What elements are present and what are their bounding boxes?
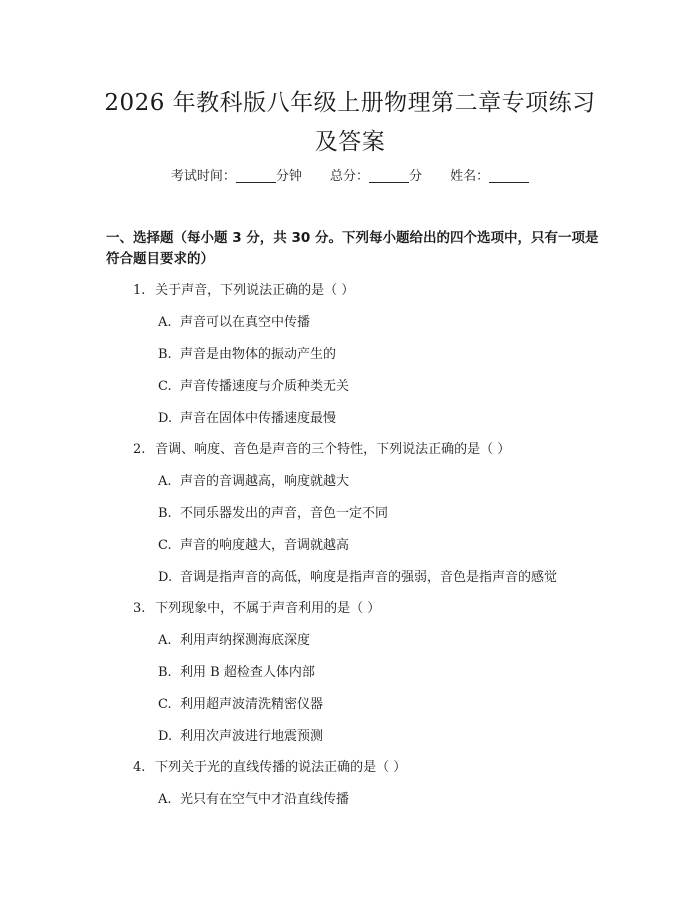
student-name-field — [450, 169, 529, 184]
question-3 — [133, 600, 380, 618]
option-1d — [158, 410, 336, 428]
option-text: 利用 B 超检查人体内部 — [180, 665, 315, 680]
option-letter: D. — [158, 729, 173, 744]
student-name-label: 姓名： — [450, 169, 490, 184]
question-2 — [133, 441, 510, 459]
option-text: 光只有在空气中才沿直线传播 — [180, 792, 350, 807]
option-text: 声音可以在真空中传播 — [180, 315, 311, 330]
exam-time-label: 考试时间： — [170, 169, 236, 184]
option-letter: B. — [158, 506, 172, 521]
question-stem: 音调、响度、音色是声音的三个特性，下列说法正确的是（ ） — [155, 442, 511, 457]
option-3a — [158, 632, 310, 650]
exam-info-line — [0, 167, 700, 187]
total-score-blank — [369, 168, 409, 183]
question-1 — [133, 282, 354, 300]
option-1c — [158, 378, 349, 396]
option-letter: A. — [158, 474, 172, 489]
option-3c — [158, 696, 323, 714]
option-text: 声音在固体中传播速度最慢 — [180, 411, 337, 426]
option-text: 声音是由物体的振动产生的 — [180, 347, 337, 362]
question-number: 4. — [133, 760, 146, 775]
exam-time-blank — [236, 168, 276, 183]
question-number: 2. — [133, 442, 146, 457]
option-text: 声音的响度越大，音调就越高 — [180, 538, 350, 553]
option-text: 音调是指声音的高低，响度是指声音的强弱，音色是指声音的感觉 — [180, 570, 558, 585]
total-score-field — [330, 169, 426, 184]
option-letter: C. — [158, 379, 172, 394]
option-text: 利用次声波进行地震预测 — [180, 729, 324, 744]
section-heading: 一、选择题（每小题 3 分，共 30 分。下列每小题给出的四个选项中，只有一项是符合题目要求的） — [106, 230, 599, 267]
option-2c — [158, 537, 349, 555]
question-number: 3. — [133, 601, 146, 616]
option-2b — [158, 505, 388, 523]
option-text: 声音的音调越高，响度就越大 — [180, 474, 350, 489]
option-2a — [158, 473, 349, 491]
option-letter: A. — [158, 633, 172, 648]
question-number: 1. — [133, 283, 146, 298]
question-4 — [133, 759, 406, 777]
option-letter: A. — [158, 792, 172, 807]
exam-time-unit: 分钟 — [275, 169, 302, 184]
option-3d — [158, 728, 323, 746]
question-stem: 关于声音，下列说法正确的是（ ） — [155, 283, 355, 298]
exam-time-field — [171, 169, 306, 184]
option-text: 声音传播速度与介质种类无关 — [180, 379, 350, 394]
option-1a — [158, 314, 310, 332]
option-text: 利用声纳探测海底深度 — [180, 633, 311, 648]
option-letter: B. — [158, 347, 172, 362]
student-name-blank — [489, 168, 529, 183]
option-3b — [158, 664, 315, 682]
option-letter: D. — [158, 570, 173, 585]
option-2d — [158, 569, 557, 587]
option-letter: C. — [158, 697, 172, 712]
option-letter: C. — [158, 538, 172, 553]
option-1b — [158, 346, 336, 364]
option-text: 不同乐器发出的声音，音色一定不同 — [180, 506, 389, 521]
document-title: 2026 年教科版八年级上册物理第二章专项练习及答案 — [104, 90, 596, 155]
total-score-label: 总分： — [329, 169, 369, 184]
question-stem: 下列现象中，不属于声音利用的是（ ） — [155, 601, 381, 616]
option-text: 利用超声波清洗精密仪器 — [180, 697, 324, 712]
question-stem: 下列关于光的直线传播的说法正确的是（ ） — [155, 760, 407, 775]
option-letter: A. — [158, 315, 172, 330]
total-score-unit: 分 — [409, 169, 423, 184]
option-letter: B. — [158, 665, 172, 680]
option-letter: D. — [158, 411, 173, 426]
option-4a — [158, 791, 349, 809]
